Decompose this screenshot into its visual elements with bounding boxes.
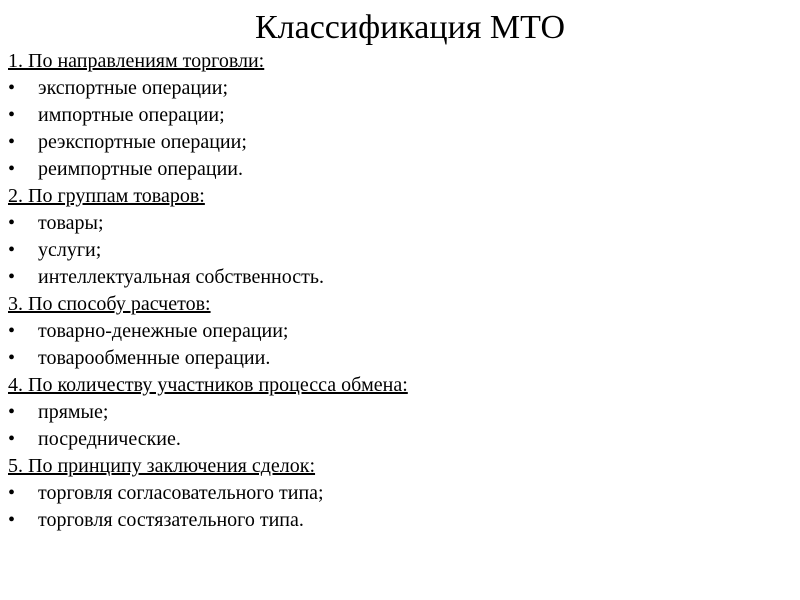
bullet-icon: • [8,509,16,531]
list-item-text: услуги; [38,239,102,261]
bullet-icon: • [8,428,16,450]
bullet-icon: • [8,482,16,504]
section-heading: 2. По группам товаров: [8,185,205,207]
bullet-list [8,210,788,291]
bullet-list [8,399,788,453]
section-heading: 5. По принципу заключения сделок: [8,455,316,477]
bullet-icon: • [8,158,16,180]
section-heading: 4. По количеству участников процесса обмена: [8,374,408,396]
section-2 [8,183,788,291]
list-item-text: реэкспортные операции; [38,131,247,153]
list-item [8,507,788,534]
section-4 [8,372,788,453]
list-item-text: прямые; [38,401,109,423]
bullet-icon: • [8,239,16,261]
list-item [8,399,788,426]
list-item-text: реимпортные операции. [38,158,243,180]
list-item [8,156,788,183]
list-item [8,210,788,237]
bullet-list [8,318,788,372]
list-item [8,129,788,156]
slide-title: Классификация МТО [254,9,566,46]
list-item-text: импортные операции; [38,104,225,126]
section-1 [8,48,788,183]
list-item-text: экспортные операции; [38,77,228,99]
bullet-icon: • [8,131,16,153]
list-item [8,75,788,102]
list-item [8,480,788,507]
bullet-icon: • [8,347,16,369]
bullet-icon: • [8,104,16,126]
list-item [8,237,788,264]
list-item-text: товарообменные операции. [38,347,271,369]
list-item [8,264,788,291]
bullet-list [8,480,788,534]
list-item-text: торговля состязательного типа. [38,509,304,531]
list-item-text: торговля согласовательного типа; [38,482,324,504]
slide-content [8,48,788,534]
bullet-icon: • [8,266,16,288]
bullet-icon: • [8,320,16,342]
section-heading: 1. По направлениям торговли: [8,50,265,72]
list-item-text: товарно-денежные операции; [38,320,289,342]
bullet-icon: • [8,401,16,423]
list-item [8,426,788,453]
list-item-text: товары; [38,212,104,234]
list-item [8,345,788,372]
list-item [8,102,788,129]
section-5 [8,453,788,534]
list-item [8,318,788,345]
bullet-icon: • [8,77,16,99]
section-3 [8,291,788,372]
bullet-icon: • [8,212,16,234]
bullet-list [8,75,788,183]
list-item-text: посреднические. [38,428,181,450]
list-item-text: интеллектуальная собственность. [38,266,324,288]
section-heading: 3. По способу расчетов: [8,293,211,315]
